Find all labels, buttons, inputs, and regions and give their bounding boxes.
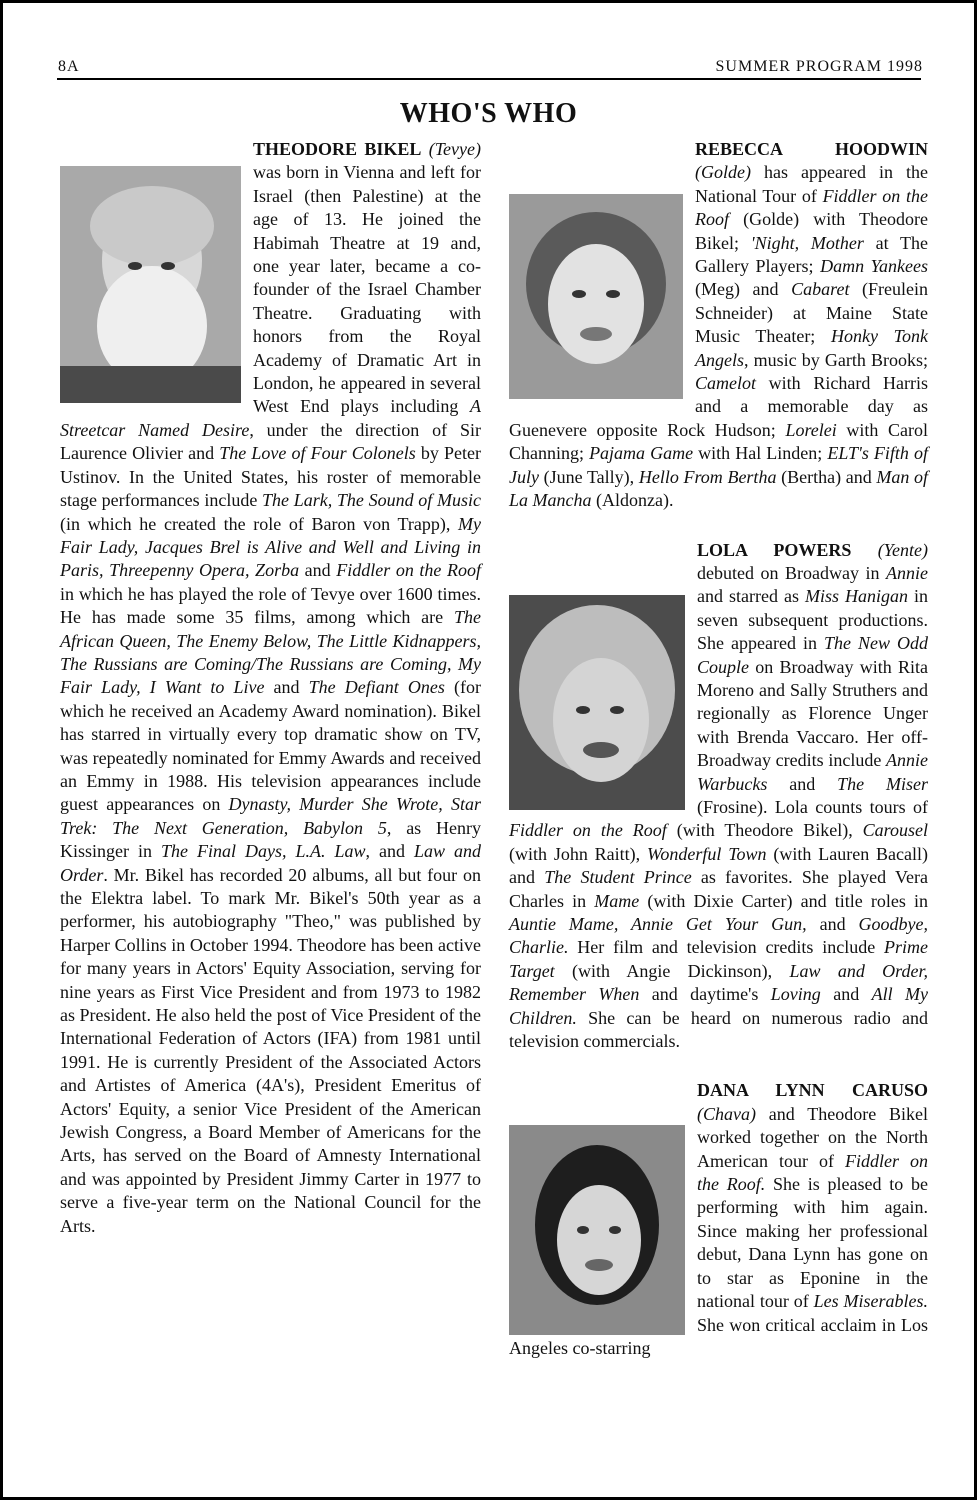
header-rule bbox=[57, 78, 921, 80]
hoodwin-name: REBECCA HOODWIN bbox=[695, 139, 928, 159]
bio-text: in seven subsequent productions. She appeared in bbox=[697, 586, 928, 654]
program-title: SUMMER PROGRAM 1998 bbox=[715, 58, 923, 75]
bio-title: Camelot bbox=[695, 373, 756, 394]
bio-title: Fiddler on the Roof bbox=[509, 820, 667, 841]
bio-text: and Theodore Bikel worked together on the North American tour of bbox=[697, 1103, 928, 1171]
bio-text: (Bertha) and bbox=[776, 466, 877, 487]
bio-text: (with Lauren Bacall) and bbox=[509, 843, 929, 888]
bio-text: and bbox=[820, 984, 872, 1005]
bio-title: The Defiant Ones bbox=[308, 677, 445, 698]
bio-text: as favorites. She played Vera Charles in bbox=[509, 867, 928, 911]
bio-title: A Streetcar Named Desire bbox=[60, 396, 481, 440]
bio-text: was born in Vienna and left for Israel (then Palestine) at the age of 13. He joined the Habimah Theatre at 19 and, one year later, became a co-founder of the Israel Chamber Theatre. Graduating with honors from the Royal Academy of Dramatic Art in London, he appeared in several West End plays including bbox=[253, 162, 481, 417]
caruso-photo bbox=[509, 1125, 685, 1335]
bio-title: Damn Yankees bbox=[820, 256, 928, 277]
bio-title: Annie Warbucks bbox=[697, 750, 928, 794]
bio-title: Mame bbox=[594, 890, 640, 911]
bio-text: She won critical acclaim in Los Angeles co-starring bbox=[509, 1314, 928, 1358]
right-column bbox=[509, 138, 928, 1360]
bio-text: (with John Raitt), bbox=[509, 843, 648, 864]
bio-title: Auntie Mame, Annie Get Your Gun, bbox=[509, 914, 807, 934]
bio-text: She can be heard on numerous radio and television commercials. bbox=[509, 1007, 928, 1052]
bio-text: with Hal Linden; bbox=[693, 443, 828, 464]
bio-title: Miss Hanigan bbox=[804, 586, 908, 607]
bio-text: and bbox=[264, 677, 309, 698]
bio-text: on Broadway with Rita Moreno and Sally Struthers and regionally as Florence Unger with Brenda Vaccaro. Her off-Broadway credits include bbox=[697, 656, 928, 771]
bio-title: The Student Prince bbox=[544, 867, 692, 888]
bio-title: Hello From Bertha bbox=[638, 466, 777, 487]
bio-text: and daytime's bbox=[639, 984, 771, 1005]
bio-text: Her film and television credits include bbox=[568, 937, 884, 958]
bio-title: Law and Order, Remember When bbox=[509, 960, 928, 1005]
bio-title: Law and Order bbox=[60, 841, 481, 885]
bikel-name: THEODORE BIKEL bbox=[253, 139, 422, 159]
bio-text: (in which he created the role of Baron von Trapp), bbox=[60, 513, 459, 534]
bio-title: My Fair Lady, Jacques Brel is Alive and Well and Living in Paris, Threepenny Opera, Zorba bbox=[60, 513, 481, 581]
bio-title: All My Children. bbox=[509, 984, 929, 1028]
bio-text: and starred as bbox=[697, 586, 805, 607]
bio-text: She is pleased to be performing with him again. Since making her professional debut, Dana Lynn has gone on to star as Eponine in the national tour of bbox=[697, 1174, 928, 1312]
bio-text: , and bbox=[365, 841, 414, 862]
bio-text: , music by Garth Brooks; bbox=[744, 349, 928, 370]
bio-title: Dynasty, Murder She Wrote, Star Trek: The Next Generation, Babylon 5 bbox=[60, 794, 481, 838]
bio-text: in which he has played the role of Tevye over 1600 times. He has made some 35 films, among which are bbox=[60, 583, 481, 628]
bio-title: Prime Target bbox=[509, 937, 928, 981]
bio-text: , as Henry Kissinger in bbox=[60, 817, 481, 862]
bio-text: has appeared in the National Tour of bbox=[695, 162, 929, 206]
caruso-name: DANA LYNN CARUSO bbox=[697, 1080, 928, 1101]
bio-text: (Frosine). Lola counts tours of bbox=[697, 796, 928, 817]
bio-text: with Carol Channing; bbox=[509, 419, 928, 464]
bio-title: Pajama Game bbox=[589, 443, 694, 464]
bio-text: with Richard Harris and a memorable day as Guenevere opposite Rock Hudson; bbox=[509, 373, 928, 440]
bio-title: Wonderful Town bbox=[647, 843, 767, 864]
bio-title: The Final Days, L.A. Law bbox=[161, 841, 366, 862]
bio-title: 'Night, Mother bbox=[750, 232, 864, 253]
bio-title: ELT's Fifth of July bbox=[509, 443, 928, 487]
spacer bbox=[509, 513, 928, 539]
bio-text: and bbox=[767, 773, 838, 794]
bio-title: The Miser bbox=[837, 773, 928, 794]
bio-text: by Peter Ustinov. In the United States, his roster of memorable stage performances include bbox=[60, 443, 482, 511]
bio-title: Fiddler on the Roof. bbox=[697, 1150, 929, 1195]
bio-title: Goodbye, Charlie. bbox=[509, 914, 928, 958]
bio-title: Honky Tonk Angels bbox=[695, 326, 929, 370]
bio-title: Loving bbox=[770, 984, 821, 1005]
powers-photo bbox=[509, 595, 685, 810]
bio-text: (June Tally), bbox=[538, 466, 639, 487]
hoodwin-photo bbox=[509, 194, 683, 399]
bio-title: Cabaret bbox=[791, 279, 850, 300]
hoodwin-role: (Golde) bbox=[695, 162, 751, 183]
bikel-role: (Tevye) bbox=[428, 139, 482, 159]
bio-text: debuted on Broadway in bbox=[697, 562, 886, 583]
bio-bikel bbox=[60, 138, 481, 1238]
powers-role: (Yente) bbox=[877, 539, 929, 560]
page-number: 8A bbox=[58, 58, 80, 75]
bio-text: at The Gallery Players; bbox=[695, 232, 928, 277]
bio-title: Annie bbox=[886, 562, 928, 583]
spacer bbox=[509, 1053, 928, 1079]
bio-title: The Lark, The Sound of Music bbox=[262, 490, 481, 511]
bio-text: (for which he received an Academy Award nomination). Bikel has starred in virtually every top dramatic show on TV, was repeatedly nominated for Emmy Awards and received an Emmy in 1988. His television appearances include guest appearances on bbox=[60, 677, 482, 815]
bio-title: Man of La Mancha bbox=[509, 466, 929, 511]
bio-title: The Love of Four Colonels bbox=[219, 443, 416, 464]
bio-text: (with Dixie Carter) and title roles in bbox=[639, 890, 928, 911]
bio-title: Lorelei bbox=[785, 419, 837, 440]
left-column bbox=[60, 138, 481, 1238]
bio-text: (Meg) and bbox=[695, 279, 792, 300]
bio-title: The New Odd Couple bbox=[697, 633, 929, 677]
bio-caruso bbox=[509, 1079, 928, 1360]
bio-title: Fiddler on the Roof bbox=[336, 560, 481, 581]
bio-text: (Freulein Schneider) at Maine State Music Theater; bbox=[695, 279, 928, 347]
bio-text: and bbox=[299, 560, 337, 581]
bio-text: and bbox=[806, 914, 859, 934]
bio-text: (with Theodore Bikel), bbox=[666, 820, 863, 841]
caruso-role: (Chava) bbox=[697, 1103, 756, 1124]
bio-text: , under the direction of Sir Laurence Olivier and bbox=[60, 419, 481, 464]
bio-title: Carousel bbox=[862, 820, 928, 841]
bio-title: Les Miserables. bbox=[813, 1291, 928, 1312]
bio-text: (Aldonza). bbox=[591, 490, 674, 511]
bio-text: (Golde) with Theodore Bikel; bbox=[695, 209, 928, 253]
bio-text: (with Angie Dickinson), bbox=[554, 960, 790, 981]
bio-title: The African Queen, The Enemy Below, The Little Kidnappers, The Russians are Coming/The Russians are Coming, My Fair Lady, I Want to Live bbox=[60, 607, 481, 698]
bio-powers bbox=[509, 539, 928, 1054]
bio-title: Fiddler on the Roof bbox=[695, 185, 928, 230]
page-title: WHO'S WHO bbox=[399, 98, 578, 129]
bio-text: . Mr. Bikel has recorded 20 albums, all but four on the Elektra label. To mark Mr. Bikel's 50th year as a performer, his autobiography "Theo," was published by Harper Collins in October 1994. Theodore has been active for many years in Actors' Equity Association, serving for nine years as First Vice President and from 1973 to 1982 as President. He also held the post of Vice President of the International Federation of Actors (IFA) from 1981 until 1991. He is currently President of the Associated Actors and Artistes of America (4A's), President Emeritus of Actors' Equity, a senior Vice President of the American Jewish Congress, a Board Member of Americans for the Arts, has served on the Board of Amnesty International and was appointed by President Jimmy Carter in 1977 to serve a five-year term on the National Council for the Arts. bbox=[60, 864, 481, 1236]
bikel-photo bbox=[60, 166, 241, 403]
powers-name: LOLA POWERS bbox=[697, 539, 852, 560]
bio-hoodwin bbox=[509, 138, 928, 513]
